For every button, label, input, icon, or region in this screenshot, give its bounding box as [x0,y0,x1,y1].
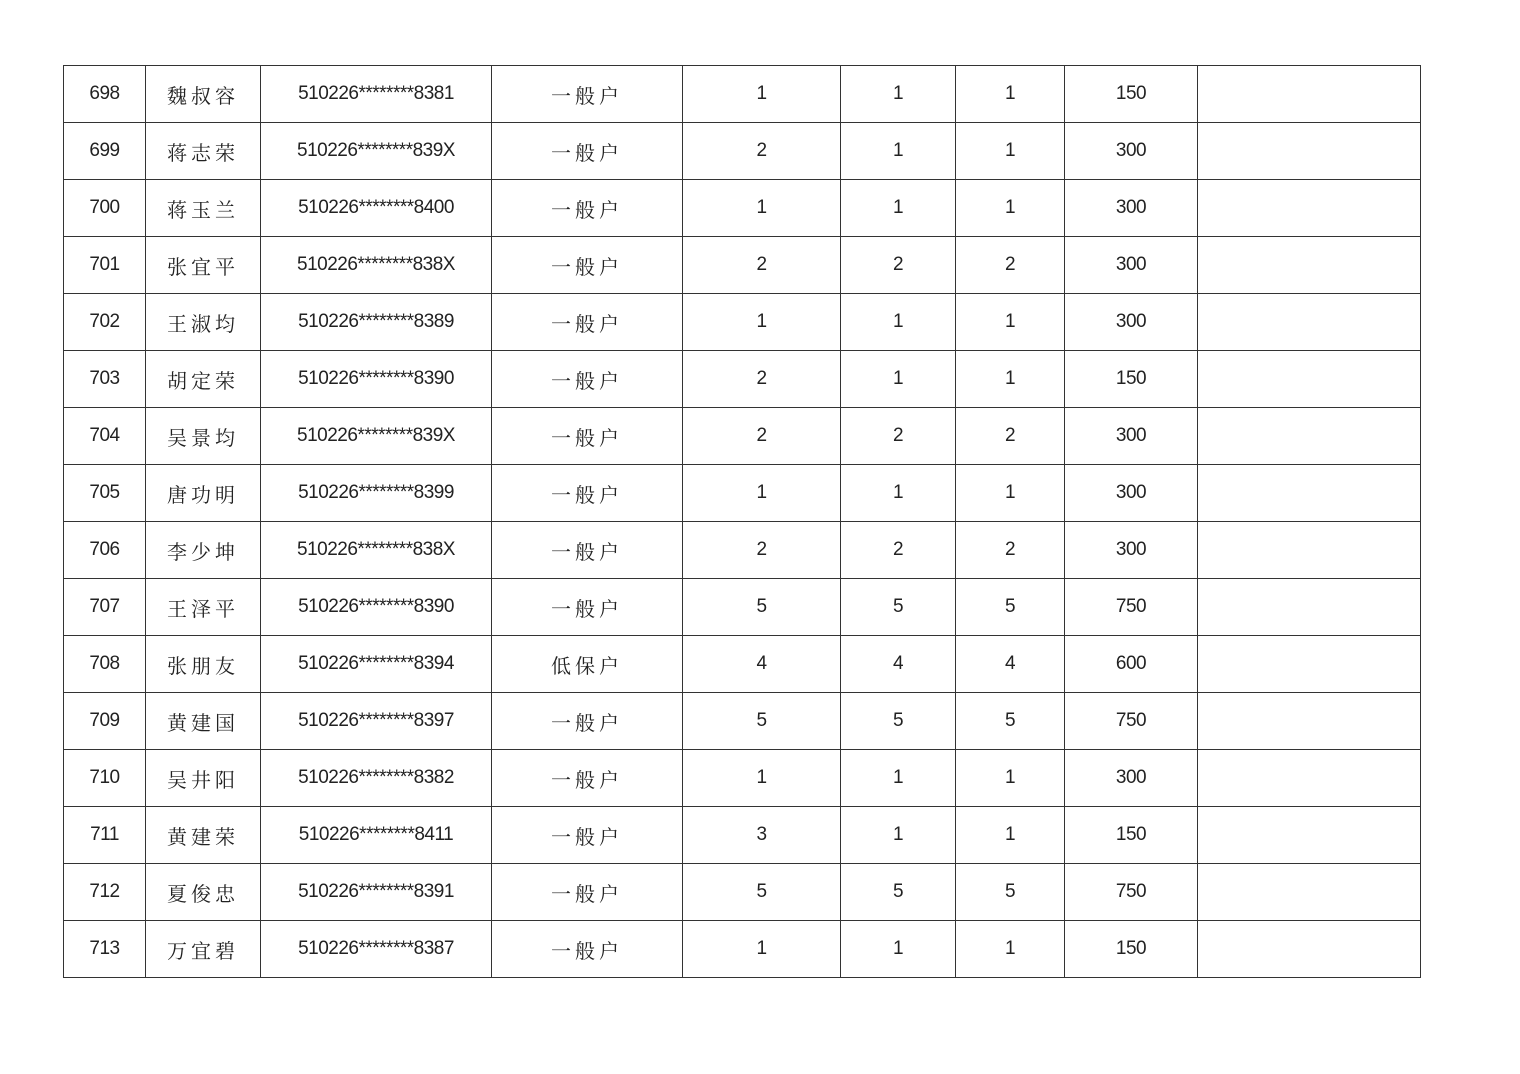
id-number-cell: 510226********8391 [261,864,492,921]
note-cell [1198,864,1421,921]
row-number-cell: 712 [64,864,146,921]
table-row [64,351,1421,408]
count-1-cell: 1 [683,750,841,807]
table-row [64,921,1421,978]
name-cell: 唐功明 [146,465,261,522]
count-2-cell: 1 [841,807,956,864]
count-3-cell: 1 [956,351,1065,408]
count-1-cell: 2 [683,351,841,408]
name-cell: 张朋友 [146,636,261,693]
id-number-cell: 510226********8381 [261,66,492,123]
amount-cell: 300 [1065,180,1198,237]
data-table [63,65,1421,978]
count-1-cell: 5 [683,693,841,750]
household-type-cell: 一般户 [492,180,683,237]
count-1-cell: 3 [683,807,841,864]
id-number-cell: 510226********838X [261,237,492,294]
count-2-cell: 1 [841,66,956,123]
count-1-cell: 2 [683,522,841,579]
count-1-cell: 2 [683,408,841,465]
note-cell [1198,522,1421,579]
household-type-cell: 一般户 [492,66,683,123]
count-1-cell: 5 [683,579,841,636]
name-cell: 蒋玉兰 [146,180,261,237]
row-number-cell: 702 [64,294,146,351]
count-2-cell: 1 [841,294,956,351]
id-number-cell: 510226********839X [261,123,492,180]
id-number-cell: 510226********8411 [261,807,492,864]
note-cell [1198,465,1421,522]
table-row [64,294,1421,351]
count-2-cell: 2 [841,522,956,579]
count-1-cell: 1 [683,66,841,123]
row-number-cell: 709 [64,693,146,750]
note-cell [1198,693,1421,750]
amount-cell: 300 [1065,522,1198,579]
count-2-cell: 1 [841,465,956,522]
name-cell: 张宜平 [146,237,261,294]
note-cell [1198,351,1421,408]
count-3-cell: 2 [956,408,1065,465]
count-1-cell: 2 [683,123,841,180]
count-2-cell: 2 [841,408,956,465]
note-cell [1198,750,1421,807]
name-cell: 黄建国 [146,693,261,750]
note-cell [1198,180,1421,237]
count-3-cell: 5 [956,579,1065,636]
count-3-cell: 1 [956,750,1065,807]
count-3-cell: 1 [956,180,1065,237]
amount-cell: 150 [1065,807,1198,864]
table-row [64,807,1421,864]
count-2-cell: 1 [841,750,956,807]
count-3-cell: 2 [956,522,1065,579]
row-number-cell: 710 [64,750,146,807]
name-cell: 吴井阳 [146,750,261,807]
household-type-cell: 一般户 [492,465,683,522]
note-cell [1198,66,1421,123]
count-3-cell: 1 [956,66,1065,123]
household-type-cell: 一般户 [492,294,683,351]
count-3-cell: 4 [956,636,1065,693]
row-number-cell: 706 [64,522,146,579]
count-2-cell: 1 [841,921,956,978]
note-cell [1198,123,1421,180]
count-3-cell: 1 [956,921,1065,978]
count-2-cell: 5 [841,864,956,921]
table-row [64,864,1421,921]
id-number-cell: 510226********8397 [261,693,492,750]
row-number-cell: 705 [64,465,146,522]
id-number-cell: 510226********8390 [261,579,492,636]
count-1-cell: 1 [683,180,841,237]
row-number-cell: 713 [64,921,146,978]
amount-cell: 150 [1065,921,1198,978]
count-2-cell: 1 [841,180,956,237]
table-body [64,66,1421,978]
row-number-cell: 699 [64,123,146,180]
id-number-cell: 510226********8394 [261,636,492,693]
table-row [64,408,1421,465]
row-number-cell: 708 [64,636,146,693]
household-type-cell: 一般户 [492,522,683,579]
count-2-cell: 5 [841,693,956,750]
row-number-cell: 698 [64,66,146,123]
name-cell: 吴景均 [146,408,261,465]
household-type-cell: 一般户 [492,351,683,408]
id-number-cell: 510226********8400 [261,180,492,237]
table-row [64,693,1421,750]
table-row [64,237,1421,294]
note-cell [1198,408,1421,465]
household-type-cell: 一般户 [492,237,683,294]
table-row [64,123,1421,180]
id-number-cell: 510226********8387 [261,921,492,978]
count-2-cell: 2 [841,237,956,294]
table-row [64,636,1421,693]
id-number-cell: 510226********8399 [261,465,492,522]
household-type-cell: 一般户 [492,579,683,636]
note-cell [1198,294,1421,351]
name-cell: 夏俊忠 [146,864,261,921]
row-number-cell: 703 [64,351,146,408]
household-type-cell: 一般户 [492,750,683,807]
row-number-cell: 700 [64,180,146,237]
household-type-cell: 一般户 [492,864,683,921]
id-number-cell: 510226********838X [261,522,492,579]
count-2-cell: 5 [841,579,956,636]
name-cell: 王淑均 [146,294,261,351]
table-row [64,66,1421,123]
table-row [64,522,1421,579]
count-1-cell: 5 [683,864,841,921]
row-number-cell: 711 [64,807,146,864]
count-1-cell: 1 [683,294,841,351]
amount-cell: 300 [1065,465,1198,522]
name-cell: 万宜碧 [146,921,261,978]
note-cell [1198,237,1421,294]
id-number-cell: 510226********839X [261,408,492,465]
amount-cell: 300 [1065,750,1198,807]
table-row [64,180,1421,237]
row-number-cell: 701 [64,237,146,294]
amount-cell: 750 [1065,579,1198,636]
row-number-cell: 704 [64,408,146,465]
count-3-cell: 2 [956,237,1065,294]
household-type-cell: 一般户 [492,693,683,750]
name-cell: 黄建荣 [146,807,261,864]
amount-cell: 300 [1065,237,1198,294]
note-cell [1198,636,1421,693]
amount-cell: 600 [1065,636,1198,693]
id-number-cell: 510226********8389 [261,294,492,351]
table-row [64,750,1421,807]
count-2-cell: 1 [841,351,956,408]
amount-cell: 150 [1065,66,1198,123]
name-cell: 王泽平 [146,579,261,636]
count-1-cell: 4 [683,636,841,693]
note-cell [1198,579,1421,636]
count-3-cell: 5 [956,693,1065,750]
name-cell: 蒋志荣 [146,123,261,180]
name-cell: 魏叔容 [146,66,261,123]
table-row [64,579,1421,636]
row-number-cell: 707 [64,579,146,636]
note-cell [1198,807,1421,864]
count-3-cell: 1 [956,465,1065,522]
count-1-cell: 1 [683,921,841,978]
count-2-cell: 1 [841,123,956,180]
id-number-cell: 510226********8382 [261,750,492,807]
amount-cell: 300 [1065,123,1198,180]
household-type-cell: 低保户 [492,636,683,693]
count-3-cell: 1 [956,294,1065,351]
count-3-cell: 1 [956,123,1065,180]
amount-cell: 300 [1065,408,1198,465]
note-cell [1198,921,1421,978]
household-type-cell: 一般户 [492,921,683,978]
count-3-cell: 1 [956,807,1065,864]
amount-cell: 750 [1065,864,1198,921]
household-type-cell: 一般户 [492,408,683,465]
count-1-cell: 1 [683,465,841,522]
amount-cell: 300 [1065,294,1198,351]
household-type-cell: 一般户 [492,807,683,864]
name-cell: 胡定荣 [146,351,261,408]
count-3-cell: 5 [956,864,1065,921]
count-1-cell: 2 [683,237,841,294]
amount-cell: 150 [1065,351,1198,408]
amount-cell: 750 [1065,693,1198,750]
household-type-cell: 一般户 [492,123,683,180]
id-number-cell: 510226********8390 [261,351,492,408]
table-row [64,465,1421,522]
count-2-cell: 4 [841,636,956,693]
name-cell: 李少坤 [146,522,261,579]
